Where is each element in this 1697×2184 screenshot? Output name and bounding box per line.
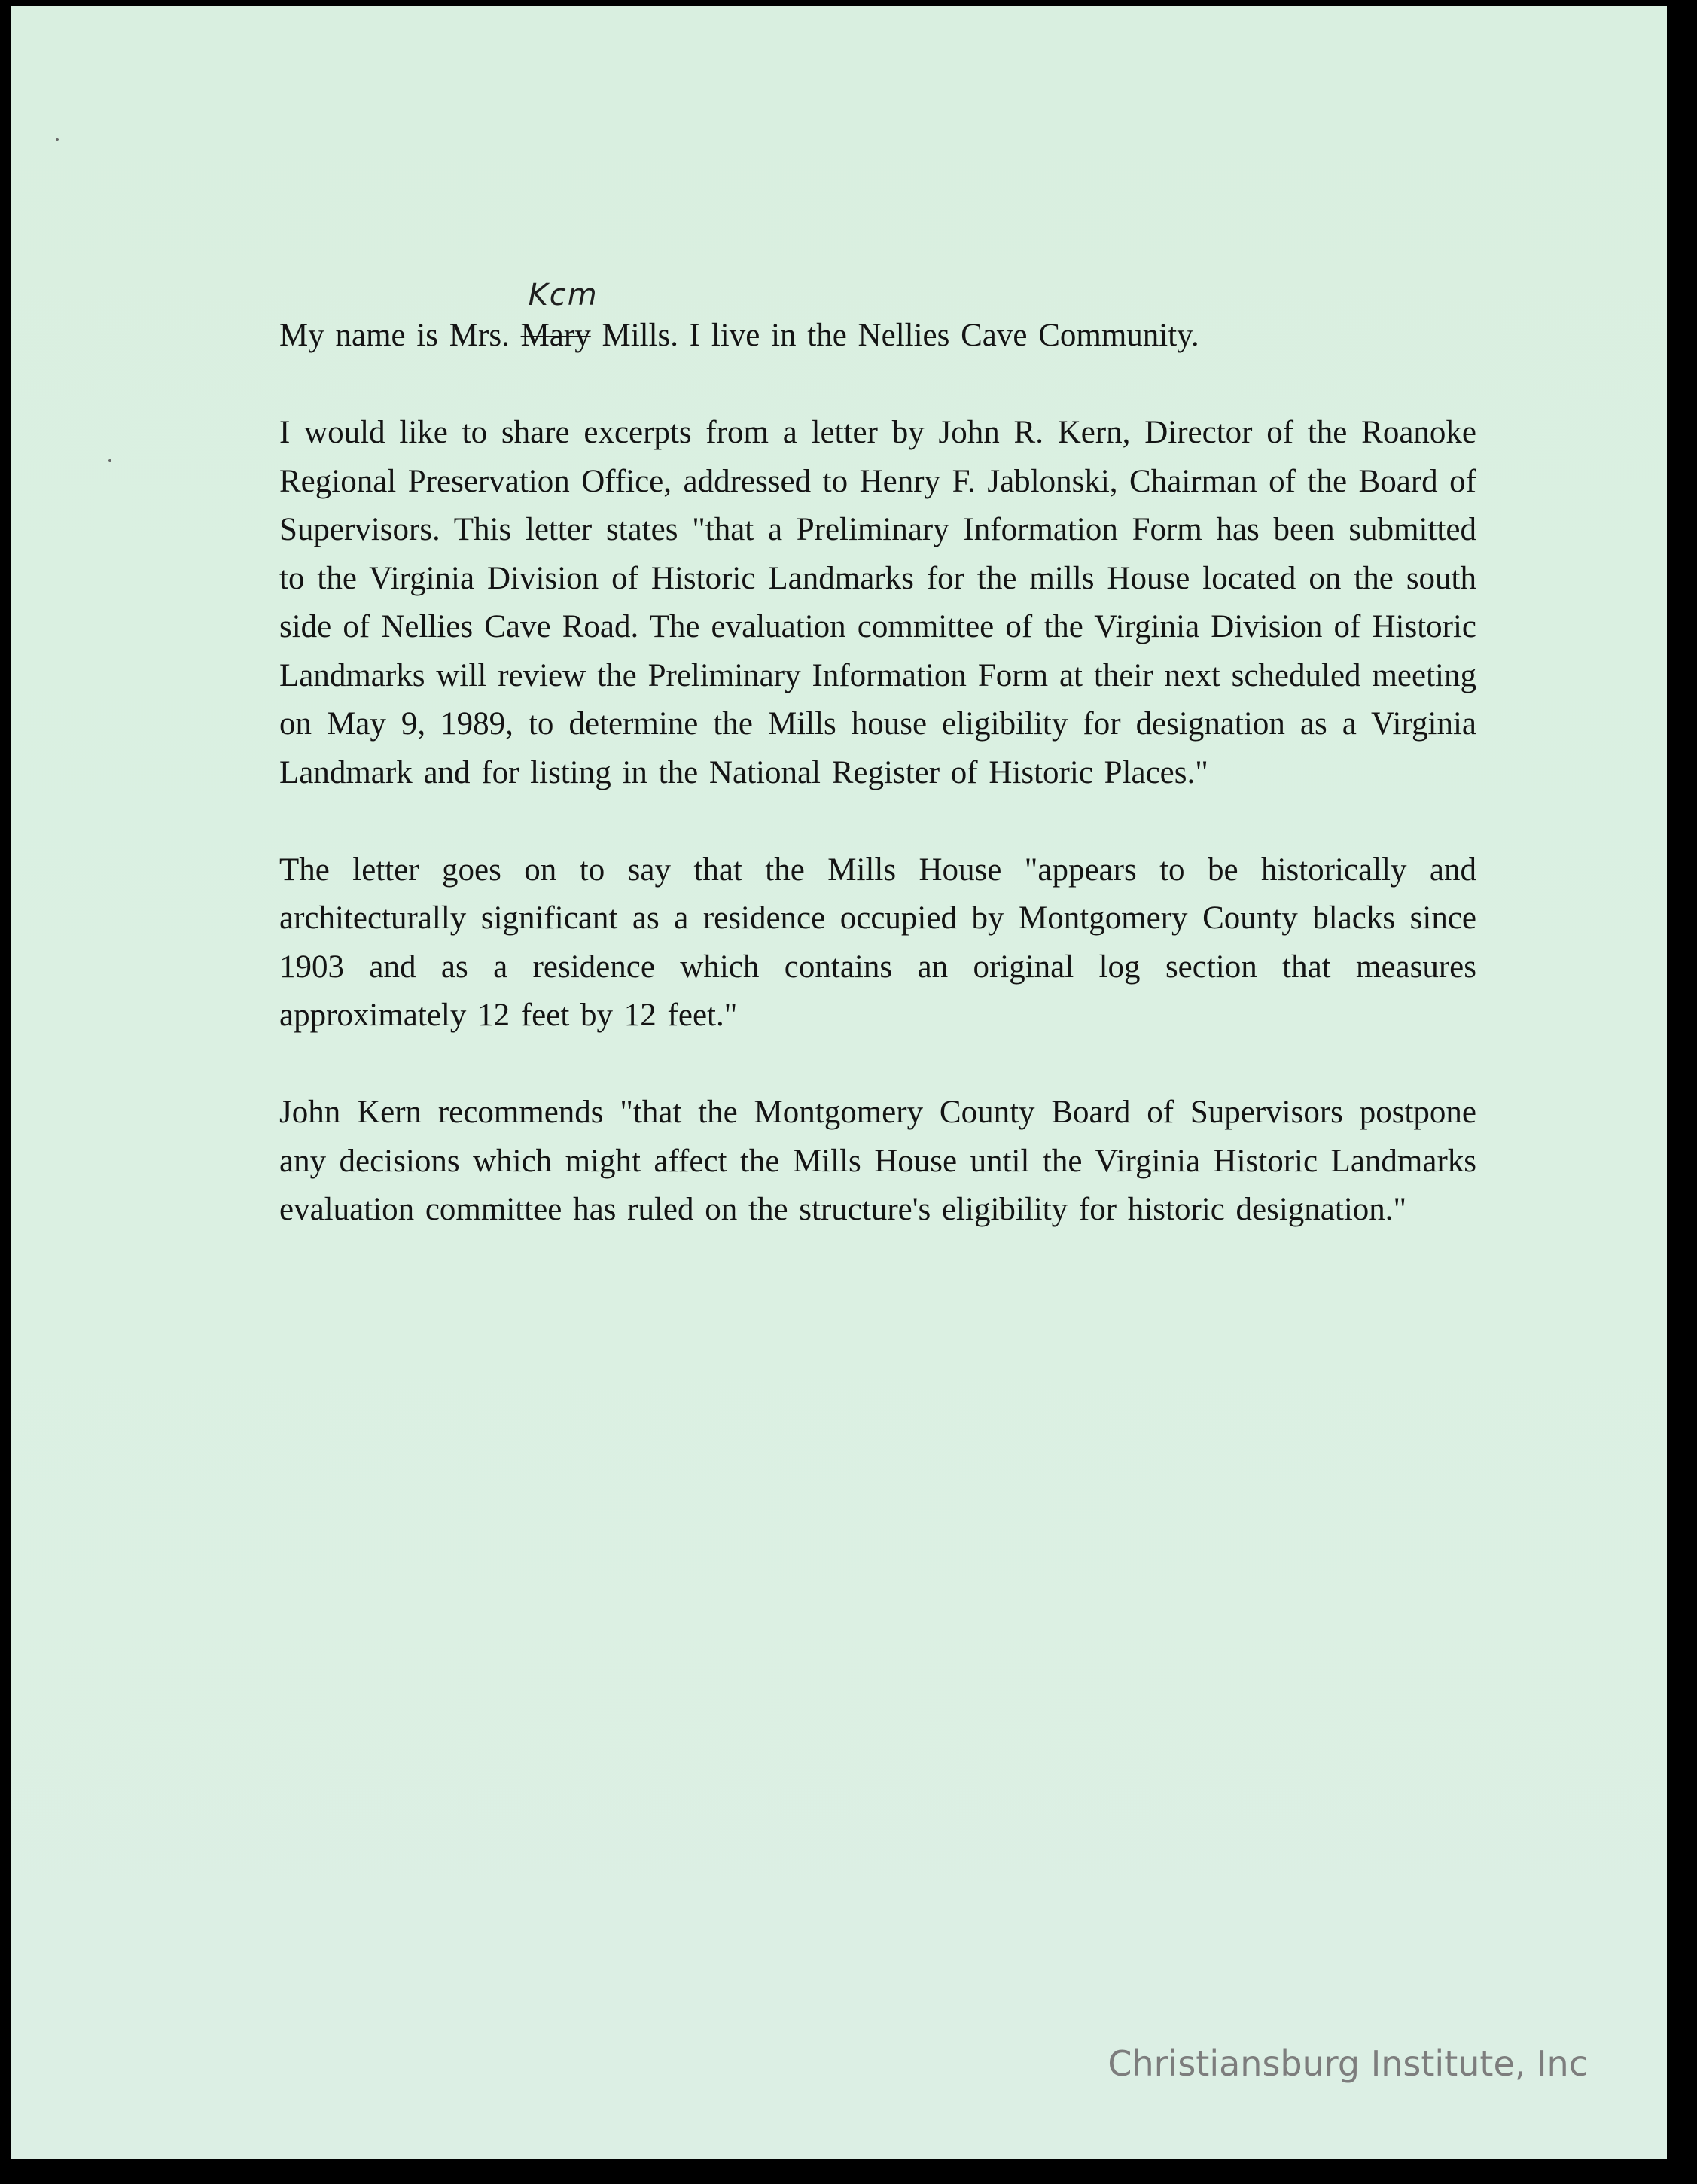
struck-name-text: Mary	[520, 318, 591, 353]
handwritten-correction: Kcm	[528, 278, 599, 312]
watermark: Christiansburg Institute, Inc	[1107, 2043, 1588, 2084]
document-page	[11, 6, 1667, 2159]
paragraph-significance: The letter goes on to say that the Mills House "appears to be historically and architecturally significant as a residence occupied by Montgomery County blacks since 1903 and as a residence which contains an original log section that measures approximately 12 feet by 12 feet."	[279, 851, 1476, 1033]
intro-text-before: My name is Mrs.	[279, 318, 510, 353]
paragraph-excerpt-intro: I would like to share excerpts from a letter by John R. Kern, Director of the Roanoke Regional Preservation Office, addressed to Henry F. Jablonski, Chairman of the Board of Supervisors. This letter states "that a Preliminary Information Form has been submitted to the Virginia Division of Historic Landmarks for the mills House located on the south side of Nellies Cave Road. The evaluation committee of the Virginia Division of Historic Landmarks will review the Preliminary Information Form at their next scheduled meeting on May 9, 1989, to determine the Mills house eligibility for designation as a Virginia Landmark and for listing in the National Register of Historic Places."	[279, 415, 1476, 790]
intro-line	[279, 278, 1476, 361]
paper-speck	[56, 138, 59, 141]
intro-text-after: Mills. I live in the Nellies Cave Community.	[602, 318, 1199, 353]
struck-name	[520, 278, 599, 353]
letter-body	[279, 278, 1476, 1283]
paragraph-recommendation: John Kern recommends "that the Montgomery County Board of Supervisors postpone any decisions which might affect the Mills House until the Virginia Historic Landmarks evaluation committee has ruled on the structure's eligibility for historic designation."	[279, 1095, 1476, 1227]
paper-speck	[108, 459, 111, 462]
